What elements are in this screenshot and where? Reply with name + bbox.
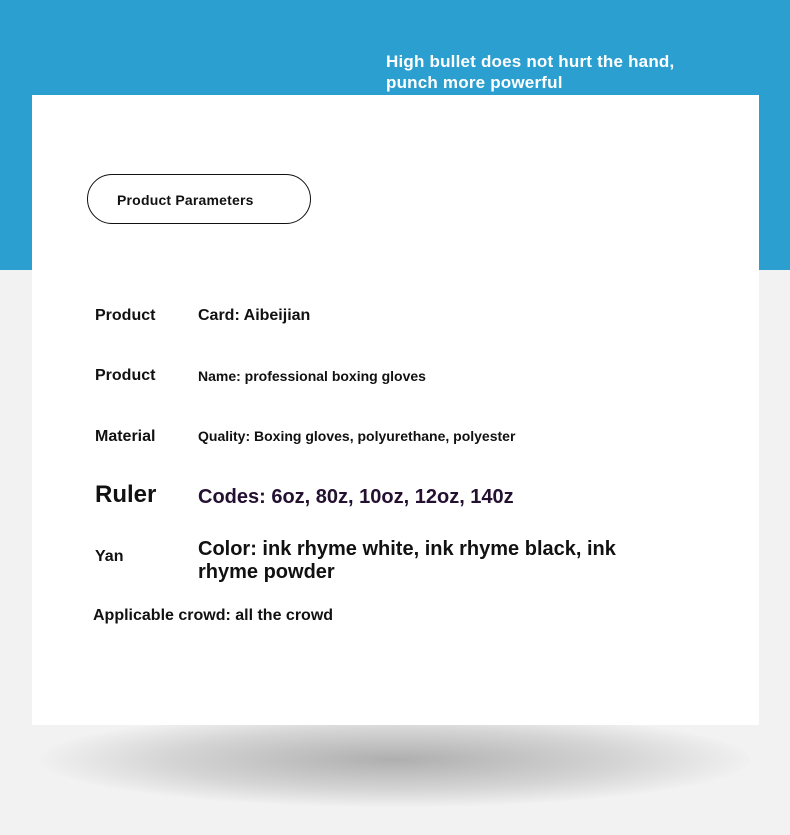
param-label-brand: Product: [95, 307, 156, 324]
param-value-color: Color: ink rhyme white, ink rhyme black, ink rhyme powder: [198, 538, 616, 583]
slogan-line-1: High bullet does not hurt the hand,: [386, 52, 675, 71]
param-label-color: Yan: [95, 548, 124, 565]
section-title-pill: [87, 174, 311, 224]
slogan: [386, 51, 766, 93]
card-shadow: [40, 712, 750, 807]
param-value-name: Name: professional boxing gloves: [198, 368, 426, 384]
slogan-line-2: punch more powerful: [386, 73, 563, 92]
param-value-brand: Card: Aibeijian: [198, 307, 311, 324]
applicable-crowd: Applicable crowd: all the crowd: [93, 607, 334, 624]
param-value-material: Quality: Boxing gloves, polyurethane, polyester: [198, 428, 516, 444]
parameters-card: [32, 95, 759, 725]
param-label-name: Product: [95, 367, 156, 384]
section-title: Product Parameters: [117, 192, 254, 208]
param-label-material: Material: [95, 428, 156, 445]
param-label-size: Ruler: [95, 481, 157, 508]
param-value-size: Codes: 6oz, 80z, 10oz, 12oz, 140z: [198, 486, 514, 508]
